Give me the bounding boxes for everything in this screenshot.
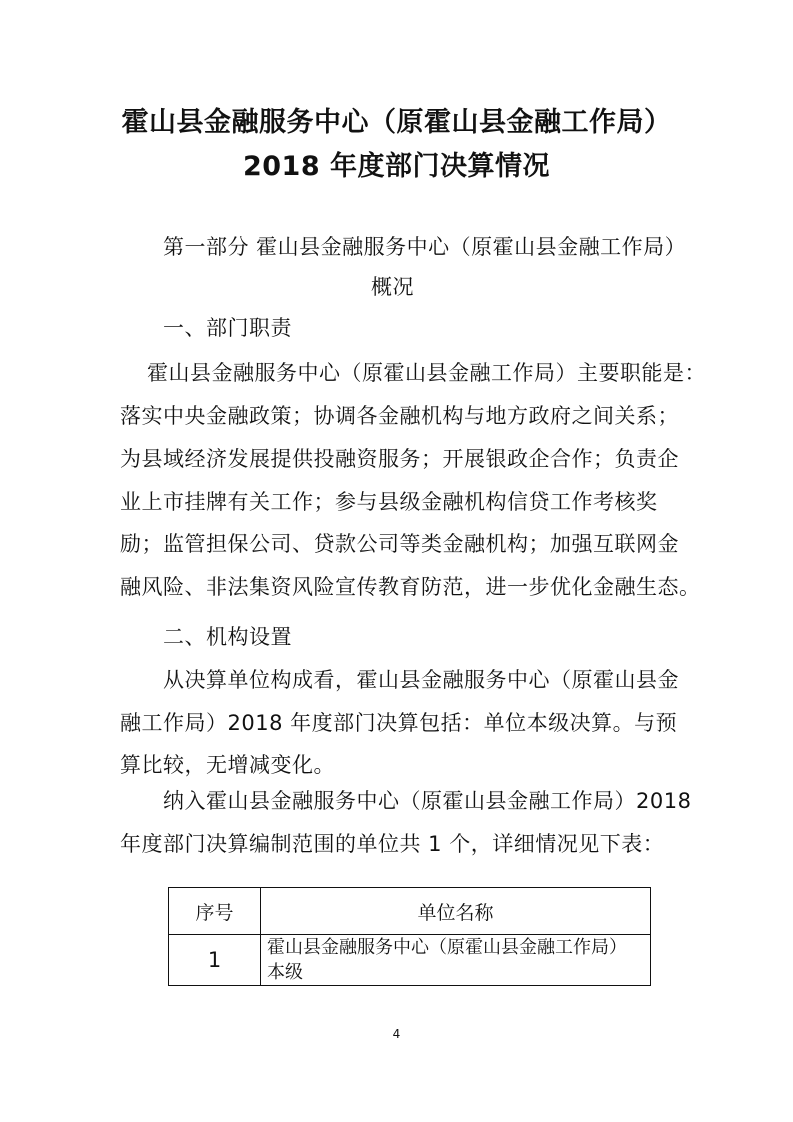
paragraph-line: 励；监管担保公司、贷款公司等类金融机构；加强互联网金 bbox=[120, 532, 679, 556]
paragraph-line: 霍山县金融服务中心（原霍山县金融工作局）主要职能是： bbox=[147, 361, 706, 385]
table-row bbox=[169, 935, 651, 986]
page-number: 4 bbox=[392, 1027, 401, 1041]
units-table bbox=[168, 887, 651, 986]
unit-name-line-2: 本级 bbox=[267, 962, 303, 983]
paragraph-line: 融风险、非法集资风险宣传教育防范，进一步优化金融生态。 bbox=[120, 575, 701, 599]
title-line-2: 2018 年度部门决算情况 bbox=[242, 151, 551, 182]
table-header-row bbox=[169, 888, 651, 935]
title-line-1: 霍山县金融服务中心（原霍山县金融工作局） bbox=[121, 107, 672, 138]
unit-name-line-1: 霍山县金融服务中心（原霍山县金融工作局） bbox=[267, 937, 627, 958]
cell-unit-name bbox=[261, 935, 651, 986]
part-heading-line-1: 第一部分 霍山县金融服务中心（原霍山县金融工作局） bbox=[163, 235, 687, 259]
paragraph-line: 算比较，无增减变化。 bbox=[120, 753, 335, 777]
section-heading: 一、部门职责 bbox=[163, 316, 292, 340]
paragraph-line: 从决算单位构成看，霍山县金融服务中心（原霍山县金 bbox=[163, 668, 679, 692]
paragraph-line: 融工作局）2018 年度部门决算包括：单位本级决算。与预 bbox=[120, 711, 678, 735]
paragraph-line: 业上市挂牌有关工作；参与县级金融机构信贷工作考核奖 bbox=[120, 490, 658, 514]
paragraph-line: 为县域经济发展提供投融资服务；开展银政企合作；负责企 bbox=[120, 447, 679, 471]
paragraph-line: 落实中央金融政策；协调各金融机构与地方政府之间关系； bbox=[120, 404, 679, 428]
paragraph-line: 纳入霍山县金融服务中心（原霍山县金融工作局）2018 bbox=[163, 789, 692, 813]
paragraph-line: 年度部门决算编制范围的单位共 1 个，详细情况见下表： bbox=[120, 832, 665, 856]
section-heading: 二、机构设置 bbox=[163, 625, 292, 649]
header-unit-name: 单位名称 bbox=[261, 888, 651, 935]
header-index: 序号 bbox=[169, 888, 261, 935]
cell-index: 1 bbox=[169, 935, 261, 986]
part-heading-line-2: 概况 bbox=[371, 275, 414, 299]
